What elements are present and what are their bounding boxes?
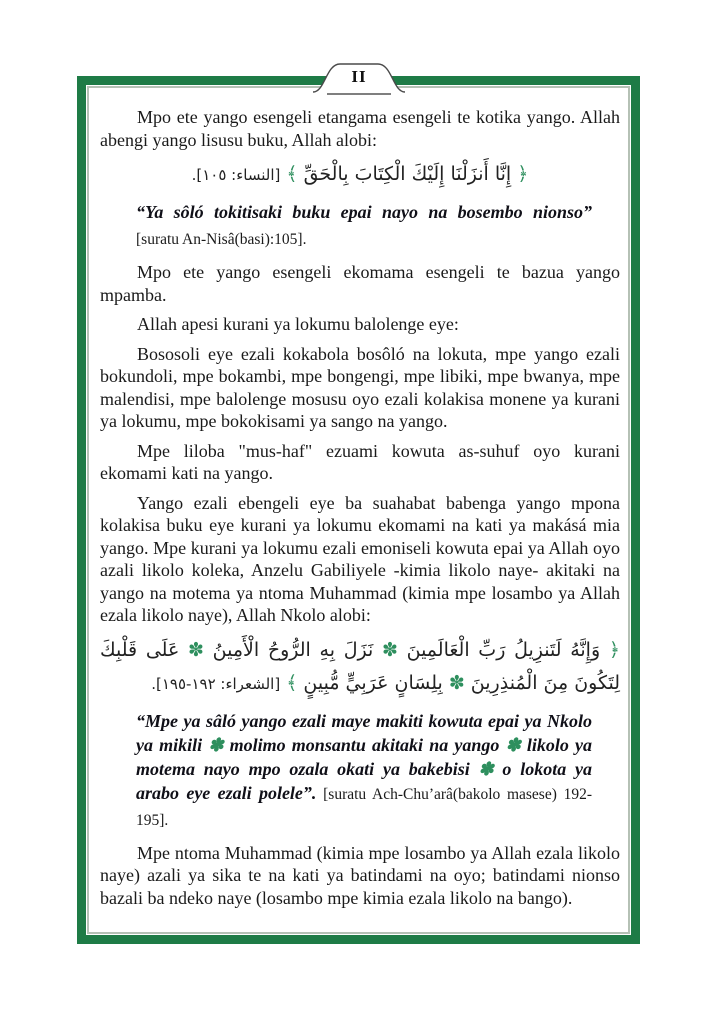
text-segment: molimo monsantu akitaki na yango — [223, 734, 506, 755]
text-segment: “Mpe ya sâló yango ezali maye makiti kowuta epai ya Nkolo ya mikili — [136, 710, 592, 755]
verse-ornament: ﴿ — [600, 638, 620, 661]
verse-ornament: ✽ — [381, 638, 398, 661]
text-segment: نَزَلَ بِهِ الرُّوحُ الْأَمِينُ — [203, 638, 382, 661]
verse-ornament: ✽ — [188, 638, 204, 661]
translation-annisa — [136, 200, 592, 252]
text-segment: [suratu An-Nisâ(basi):105]. — [136, 231, 307, 248]
text-segment: [النساء: ١٠٥]. — [191, 166, 281, 184]
verse-ornament: ﴾ — [280, 671, 304, 694]
quran-verse-ashshuara — [100, 634, 620, 701]
paragraph-apesi: Allah apesi kurani ya lokumu balolenge eye: — [137, 314, 459, 334]
verse-ornament: ﴿ — [511, 163, 529, 185]
text-segment: إِنَّا أَنزَلْنَا إِلَيْكَ الْكِتَابَ بِالْحَقِّ — [303, 163, 512, 185]
verse-ornament: ✽ — [478, 758, 494, 779]
quran-verse-annisa — [100, 158, 620, 192]
text-segment: وَإِنَّهُ لَتَنزِيلُ رَبِّ الْعَالَمِينَ — [397, 638, 601, 661]
page-content — [100, 106, 620, 916]
text-segment: [suratu Ach-Chu’arâ(bakolo masese) 192-195]. — [136, 785, 592, 829]
text-segment: “Ya sôló tokitisaki buku epai nayo na bosembo nionso” — [136, 202, 592, 222]
verse-ornament: ﴾ — [280, 163, 304, 185]
paragraph-suahabat: Yango ezali ebengeli eye ba suahabat babenga yango mpona kolakisa buku eye kurani ya lokumu ekomami na kati ya makásá mia yango. Mpe kurani ya lokumu ezali emoniseli kowuta epai ya Allah oyo azali likolo koleka, Anzelu Gabiliyele -kimia likolo naye- akitaki na yango na motema ya ntoma Muhammad (kimia mpe losambo ya Allah ezala likolo naye), Allah Nkolo alobi: — [100, 492, 620, 625]
paragraph-mushaf: Mpe liloba "mus-haf" ezuami kowuta as-suhuf oyo kurani ekomami kati na yango. — [100, 440, 620, 483]
verse-ornament: ✽ — [505, 734, 521, 755]
paragraph-ekomama: Mpo ete yango esengeli ekomama esengeli te bazua yango mpamba. — [100, 262, 620, 305]
paragraph-intro: Mpo ete yango esengeli etangama esengeli te kotika yango. Allah abengi yango lisusu buku, Allah alobi: — [100, 107, 620, 150]
verse-ornament: ✽ — [208, 734, 224, 755]
text-segment: بِلِسَانٍ عَرَبِيٍّ مُّبِينٍ — [303, 671, 449, 694]
text-segment: likolo ya motema nayo mpo ozala okati ya bakebisi — [136, 734, 592, 779]
page-number: II — [351, 67, 367, 86]
verse-ornament: ✽ — [448, 671, 465, 694]
translation-ashshuara — [136, 709, 592, 833]
page-number-underline — [327, 93, 391, 95]
text-segment: عَلَى قَلْبِكَ لِتَكُونَ مِنَ الْمُنذِرِينَ — [100, 638, 620, 694]
page-number-tab — [313, 63, 405, 93]
text-segment: o lokota ya arabo eye ezali polele”. — [136, 758, 592, 803]
paragraph-bososoli: Bososoli eye ezali kokabola bosôló na lokuta, mpe yango ezali bokundoli, mpe bokambi, mpe bongengi, mpe libiki, mpe bwanya, mpe malendisi, mpe balolenge mosusu oyo ezali kolakisa monene ya kurani ya lokumu, mpe bokokisami ya sango na yango. — [100, 343, 620, 431]
paragraph-ntoma: Mpe ntoma Muhammad (kimia mpe losambo ya Allah ezala likolo naye) azali ya sika te na kati ya batindami na oyo; batindami nionso bazali ba ndeko naye (losambo mpe kimia ezala likolo na bango). — [100, 842, 620, 908]
text-segment: [الشعراء: ١٩٢-١٩٥]. — [151, 674, 281, 693]
